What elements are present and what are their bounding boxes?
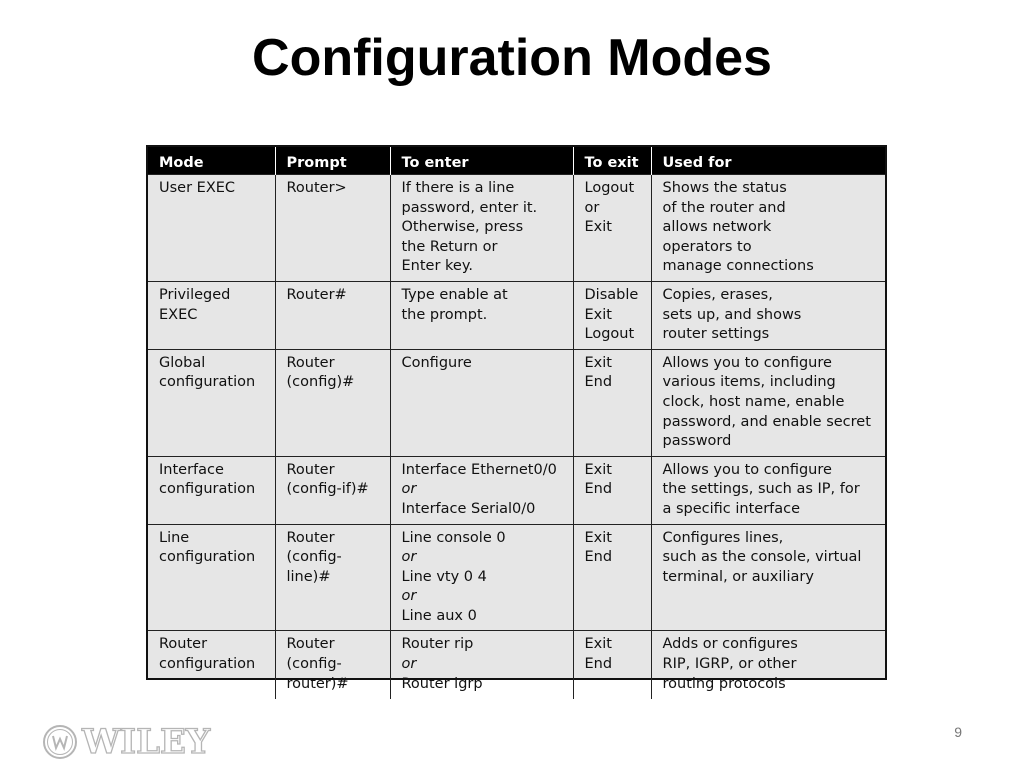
cell-line: Enter key.	[401, 258, 473, 275]
cell-line: operators to	[662, 238, 752, 255]
cell-mode	[148, 281, 275, 349]
cell-line: Interface Serial0/0	[401, 500, 536, 517]
cell-line: Line	[159, 529, 190, 546]
cell-line: configuration	[159, 374, 256, 391]
cell-line: RIP, IGRP, or other	[662, 656, 797, 673]
cell-line: Router	[286, 636, 335, 653]
cell-to-enter	[390, 631, 573, 699]
cell-line: the Return or	[401, 238, 498, 255]
cell-prompt	[275, 349, 390, 456]
cell-line: Otherwise, press	[401, 219, 524, 236]
cell-line: Router	[159, 636, 208, 653]
cell-line: Router igrp	[401, 675, 483, 692]
cell-line: Exit	[584, 636, 612, 653]
cell-line: If there is a line	[401, 180, 515, 196]
cell-line: Type enable at	[401, 286, 508, 303]
cell-to-exit	[573, 349, 651, 456]
cell-line: Disable	[584, 286, 639, 303]
cell-line: line)#	[286, 568, 331, 585]
cell-line: router settings	[662, 326, 770, 343]
cell-line: password	[662, 433, 732, 450]
cell-line: Router#	[286, 286, 347, 303]
cell-line: Logout	[584, 326, 635, 343]
cell-line: allows network	[662, 219, 772, 236]
cell-line: or	[401, 588, 417, 605]
cell-line: End	[584, 374, 613, 391]
cell-prompt	[275, 456, 390, 524]
cell-line: Allows you to configure	[662, 354, 832, 371]
cell-line: User EXEC	[159, 180, 236, 196]
cell-mode	[148, 631, 275, 699]
cell-line: Copies, erases,	[662, 286, 773, 303]
header-mode: Mode	[148, 147, 275, 175]
cell-line: or	[401, 656, 417, 673]
cell-line: Configures lines,	[662, 529, 784, 546]
cell-line: End	[584, 656, 613, 673]
cell-line: of the router and	[662, 199, 786, 216]
cell-to-exit	[573, 456, 651, 524]
wiley-logo-text: WILEY	[82, 722, 211, 762]
cell-line: Configure	[401, 354, 472, 371]
cell-mode	[148, 349, 275, 456]
cell-prompt	[275, 281, 390, 349]
cell-line: Router	[286, 461, 335, 478]
cell-line: Exit	[584, 461, 612, 478]
cell-line: Exit	[584, 354, 612, 371]
table-row	[148, 524, 885, 631]
cell-to-enter	[390, 524, 573, 631]
cell-line: or	[401, 481, 417, 498]
cell-line: Adds or configures	[662, 636, 798, 653]
cell-line: EXEC	[159, 306, 198, 323]
table-row	[148, 281, 885, 349]
cell-line: Global	[159, 354, 206, 371]
cell-line: configuration	[159, 656, 256, 673]
cell-line: clock, host name, enable	[662, 393, 845, 410]
cell-to-exit	[573, 281, 651, 349]
cell-used-for	[651, 631, 885, 699]
cell-line: a specific interface	[662, 500, 801, 517]
cell-prompt	[275, 175, 390, 282]
header-prompt: Prompt	[275, 147, 390, 175]
cell-used-for	[651, 349, 885, 456]
cell-line: configuration	[159, 481, 256, 498]
cell-to-enter	[390, 175, 573, 282]
cell-line: Exit	[584, 306, 612, 323]
cell-line: the prompt.	[401, 306, 488, 323]
cell-line: (config)#	[286, 374, 355, 391]
cell-line: password, and enable secret	[662, 413, 871, 430]
wiley-logo	[42, 723, 210, 761]
cell-line: or	[401, 549, 417, 566]
cell-mode	[148, 456, 275, 524]
cell-line: Router>	[286, 180, 347, 196]
cell-line: End	[584, 481, 613, 498]
cell-line: various items, including	[662, 374, 836, 391]
cell-line: (config-	[286, 549, 342, 566]
table-body	[148, 175, 885, 699]
cell-used-for	[651, 175, 885, 282]
cell-mode	[148, 175, 275, 282]
cell-line: Privileged	[159, 286, 231, 303]
header-used-for: Used for	[651, 147, 885, 175]
cell-prompt	[275, 524, 390, 631]
cell-mode	[148, 524, 275, 631]
cell-line: Exit	[584, 529, 612, 546]
cell-line: such as the console, virtual	[662, 549, 862, 566]
cell-line: password, enter it.	[401, 199, 538, 216]
cell-line: or	[584, 199, 600, 216]
table-row	[148, 175, 885, 282]
cell-line: Line aux 0	[401, 607, 477, 624]
cell-line: manage connections	[662, 258, 814, 275]
cell-line: terminal, or auxiliary	[662, 568, 814, 585]
cell-line: Line vty 0 4	[401, 568, 487, 585]
cell-used-for	[651, 524, 885, 631]
table-header-row	[148, 147, 885, 175]
table-row	[148, 349, 885, 456]
header-to-enter: To enter	[390, 147, 573, 175]
cell-line: sets up, and shows	[662, 306, 802, 323]
cell-used-for	[651, 281, 885, 349]
page-number: 9	[954, 724, 962, 740]
cell-line: End	[584, 549, 613, 566]
modes-table-container	[146, 145, 887, 692]
cell-used-for	[651, 456, 885, 524]
table-row	[148, 631, 885, 699]
header-to-exit: To exit	[573, 147, 651, 175]
cell-to-enter	[390, 349, 573, 456]
cell-to-enter	[390, 456, 573, 524]
cell-line: Router rip	[401, 636, 474, 653]
configuration-modes-table	[148, 147, 885, 699]
cell-line: Shows the status	[662, 180, 787, 196]
table-row	[148, 456, 885, 524]
cell-line: Interface Ethernet0/0	[401, 461, 557, 478]
wiley-emblem-icon	[42, 724, 78, 760]
cell-line: Allows you to configure	[662, 461, 832, 478]
cell-to-exit	[573, 175, 651, 282]
cell-to-exit	[573, 524, 651, 631]
cell-line: (config-	[286, 656, 342, 673]
cell-line: Logout	[584, 180, 635, 196]
slide-title: Configuration Modes	[252, 29, 772, 87]
cell-line: Interface	[159, 461, 224, 478]
cell-line: Line console 0	[401, 529, 506, 546]
cell-line: router)#	[286, 675, 349, 692]
cell-line: Exit	[584, 219, 612, 236]
cell-prompt	[275, 631, 390, 699]
cell-line: Router	[286, 354, 335, 371]
cell-to-exit	[573, 631, 651, 699]
cell-line: Router	[286, 529, 335, 546]
cell-to-enter	[390, 281, 573, 349]
cell-line: routing protocols	[662, 675, 786, 692]
cell-line: the settings, such as IP, for	[662, 481, 860, 498]
cell-line: configuration	[159, 549, 256, 566]
cell-line: (config-if)#	[286, 481, 369, 498]
